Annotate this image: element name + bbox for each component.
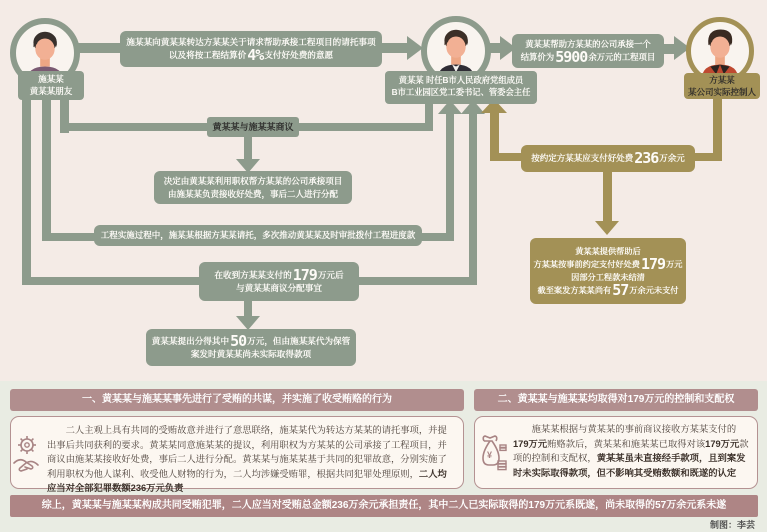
box-receive-line2: 与黄某某商议分配事宜 <box>236 282 322 293</box>
analysis-section <box>0 381 767 532</box>
box-paid <box>530 238 686 304</box>
amount-value: 179 <box>292 265 317 284</box>
text: 万元，但由施某某代为保管 <box>247 335 351 346</box>
person-name: 方某某 <box>709 75 735 85</box>
emphasis-text: 黄某某虽未直接经手款项，且到案发时未实际取得款项，但不影响其受贿数额和既遂的认定 <box>513 453 746 478</box>
amount-value: 179 <box>640 255 666 273</box>
box-decide-line2: 由施某某负责接收好处费，事后二人进行分配 <box>167 188 338 199</box>
connector-vertical-progress <box>42 95 51 241</box>
text: 结算价为 <box>520 52 555 62</box>
text: 万余元 <box>659 153 685 163</box>
person-icon <box>691 22 749 80</box>
person-role: 某公司实际控制人 <box>687 87 756 97</box>
text: 黄某某提出分得其中 <box>151 335 230 346</box>
box-decide <box>154 171 352 204</box>
emphasis-text: 179万元 <box>513 438 548 449</box>
arrow-down-icon <box>595 221 619 235</box>
analysis-right-header: 二、黄某某与施某某均取得对179万元的控制和支配权 <box>474 389 758 411</box>
box-paid-line3: 因部分工程款未结清 <box>571 273 645 282</box>
text: 万元 <box>666 260 683 269</box>
connector-vertical-receive <box>22 95 31 285</box>
money-bag-icon <box>476 431 508 480</box>
connector-progress-up <box>446 113 454 241</box>
percent-value: 4% <box>247 46 264 64</box>
connector-agreed-to-paid <box>603 171 612 223</box>
analysis-left-body <box>10 416 464 494</box>
text: 万余元未支付 <box>629 286 679 295</box>
text: 余万元的工程项目 <box>588 52 656 62</box>
box-decide-line1: 决定由黄某某利用职权帮方某某的公司承接项目 <box>163 175 343 186</box>
text: 支付好处费的意愿 <box>264 50 334 60</box>
box-agreed <box>521 145 695 172</box>
label-fang <box>684 73 760 99</box>
box-request-line2 <box>168 46 334 64</box>
conclusion-bar: 综上，黄某某与施某某构成共同受贿犯罪，二人应当对受贿总金额236万余元承担责任，其中二人已实际取得的179万元系既遂，尚未取得的57万余元系未遂 <box>10 495 758 517</box>
text: 以及将按工程结算价 <box>168 50 247 60</box>
gear-handshake-icon <box>12 435 40 480</box>
text: 施某某根据与黄某某的事前商议接收方某某支付的 <box>531 424 737 434</box>
analysis-left-header: 一、黄某某与施某某事先进行了受贿的共谋，并实施了收受贿赂的行为 <box>10 389 464 411</box>
box-receive <box>199 262 359 301</box>
box-help-line1: 黄某某帮助方某某的公司承接一个 <box>525 39 651 49</box>
person-title-line2: B市工业园区党工委书记、管委会主任 <box>391 87 531 97</box>
emphasis-text: 二人均应当对全部犯罪数额236万元负责 <box>47 468 447 494</box>
amount-value: 236 <box>634 149 659 167</box>
label-huang <box>385 71 537 104</box>
connector-agreed-to-huang <box>490 113 499 161</box>
connector-request-to-huang <box>381 43 408 53</box>
box-agreed-line <box>531 149 685 167</box>
box-keep-line2: 案发时黄某某尚未实际取得款项 <box>190 348 312 359</box>
text: 在收到方某某支付的 <box>214 269 292 280</box>
amount-value: 57 <box>612 281 629 299</box>
analysis-right-text <box>513 422 749 480</box>
label-consult: 黄某某与施某某商议 <box>207 117 299 137</box>
analysis-right-body <box>474 416 758 489</box>
emphasis-text: 179万元 <box>705 438 740 449</box>
text: 万元后 <box>317 269 344 280</box>
box-request-line1: 施某某向黄某某转达方某某关于请求帮助承接工程项目的请托事项 <box>126 37 376 47</box>
credit-line: 制图：李芸 <box>709 520 755 530</box>
connector-consult-up <box>425 100 433 131</box>
box-progress <box>94 225 422 246</box>
text: 方某某按事前约定支付好处费 <box>533 260 640 269</box>
box-paid-line2 <box>533 255 683 273</box>
text: 贿赂款后，黄某某和施某某已取得对该 <box>547 438 706 449</box>
text: 按约定方某某应支付好处费 <box>531 153 634 163</box>
text: 二人主观上具有共同的受贿故意并进行了意思联络，施某某代为转达方某某的请托事项，并提出事后共同获利的要求。黄某某同意施某某的提议，利用职权为方某某的公司承接了工程项目，并商议由施某某接收好处费，事后二人进行分配。黄某某与施某某基于共同的犯罪故意，分别实施了利用职权为他人谋利、收受他人财物的行为，二人均涉嫌受贿罪，根据共同犯罪处理原则， <box>47 425 447 479</box>
label-shi <box>18 71 84 100</box>
connector-receive-up <box>469 113 477 285</box>
connector-fang-to-agreed <box>694 153 722 161</box>
person-role: 黄某某朋友 <box>29 86 73 96</box>
amount-value: 5900 <box>555 48 588 66</box>
box-request <box>120 31 382 67</box>
connector-shi-to-request <box>76 43 122 53</box>
analysis-left-text <box>47 423 453 496</box>
amount-value: 50 <box>230 331 247 350</box>
svg-text:¥: ¥ <box>487 450 493 460</box>
arrow-down-icon <box>236 316 260 330</box>
text: 截至案发方某某尚有 <box>537 286 612 295</box>
box-paid-line1: 黄某某提供帮助后 <box>575 247 641 256</box>
box-receive-line1 <box>214 265 344 284</box>
box-paid-line4 <box>537 281 679 299</box>
box-keep-line1 <box>151 331 351 350</box>
person-title-line1: 黄某某 时任B市人民政府党组成员 <box>398 75 524 85</box>
box-help-line2 <box>520 48 656 66</box>
box-help <box>512 34 664 68</box>
box-progress-line1: 工程实施过程中，施某某根据方某某请托，多次推动黄某某及时审批拨付工程进度款 <box>100 230 416 240</box>
text: 款项的控制和支配权， <box>513 438 749 464</box>
box-keep <box>146 329 356 366</box>
person-name: 施某某 <box>38 74 64 84</box>
connector-fang-down <box>713 90 722 161</box>
